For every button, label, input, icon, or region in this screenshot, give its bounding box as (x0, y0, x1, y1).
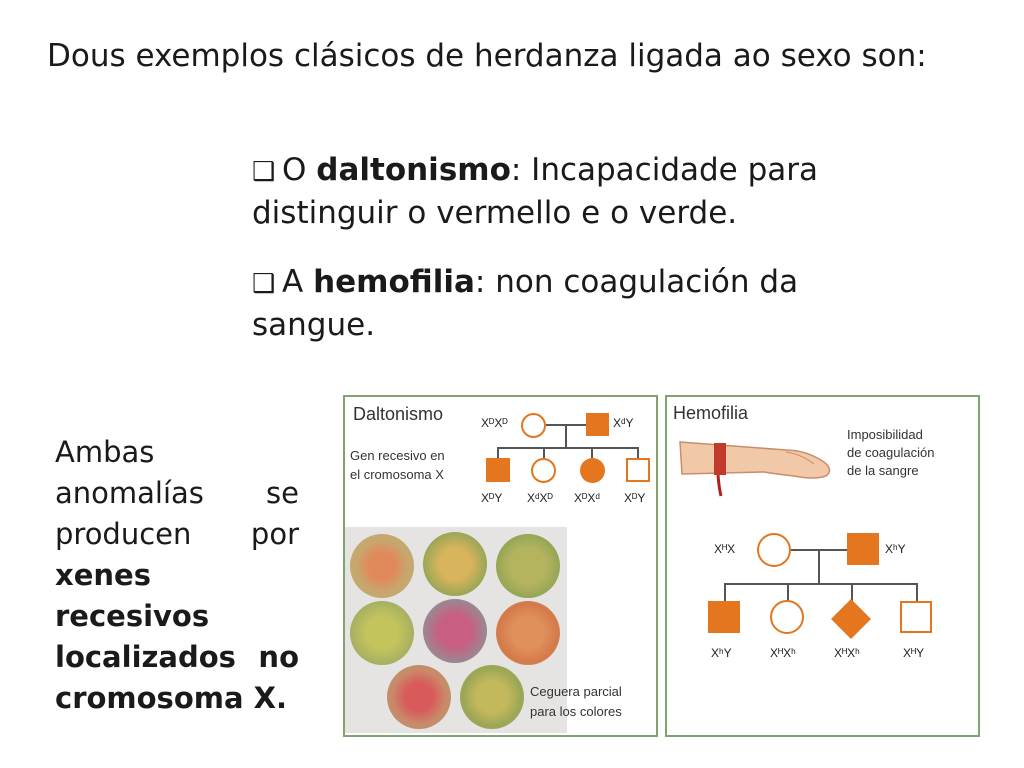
side-word: localizados (55, 640, 236, 674)
side-explanation (55, 432, 299, 719)
pedigree-label: XᴴXʰ (834, 646, 860, 660)
side-line: recesivos (55, 599, 210, 633)
checkbox-bullet-icon: ❑ (252, 157, 276, 187)
bullet-daltonismo (252, 150, 892, 234)
daltonismo-title: Daltonismo (353, 404, 444, 424)
hemofilia-note-3: de la sangre (847, 463, 919, 478)
pedigree-label: XᴰXᴰ (481, 416, 508, 430)
child-line (916, 583, 918, 601)
daltonismo-caption-2: para los colores (530, 704, 622, 719)
female-carrier-symbol (521, 413, 546, 438)
side-line (55, 473, 299, 514)
ishihara-plate (496, 534, 560, 598)
bullet-hemofilia (252, 262, 892, 346)
pedigree-label: XᴰY (624, 491, 646, 505)
side-word: por (250, 517, 299, 551)
affected-diamond-symbol (829, 597, 873, 641)
sibship-line (497, 447, 638, 449)
hemofilia-note-2: de coagulación (847, 445, 935, 460)
carrier-female-symbol (531, 458, 556, 483)
side-line (55, 514, 299, 555)
ishihara-plate (387, 665, 451, 729)
ishihara-plate (423, 532, 487, 596)
daltonismo-note-1: Gen recesivo en (350, 448, 445, 463)
descent-line (818, 550, 820, 583)
affected-male-symbol (486, 458, 510, 482)
child-line (543, 447, 545, 458)
pedigree-label: XʰY (711, 646, 732, 660)
pedigree-label: XᴴY (903, 646, 925, 660)
side-word: se (266, 476, 299, 510)
affected-male-symbol (847, 533, 879, 565)
pedigree-label: XᴴX (714, 542, 736, 556)
healthy-male-symbol (626, 458, 650, 482)
pedigree-label: XᴰY (481, 491, 503, 505)
child-line (787, 583, 789, 601)
intro-text: Dous exemplos clásicos de herdanza ligada ao sexo son: (47, 38, 927, 74)
affected-male-symbol (586, 413, 609, 436)
child-line (497, 447, 499, 458)
pedigree-label: XᵈXᴰ (527, 491, 553, 505)
pedigree-label: XᵈY (613, 416, 634, 430)
bullet-term: hemofilia (313, 264, 475, 300)
side-line: xenes (55, 558, 151, 592)
side-line: cromosoma X. (55, 681, 287, 715)
affected-male-symbol (708, 601, 740, 633)
bullet-rest: : non coagulación da sangue. (252, 264, 799, 343)
ishihara-plate (350, 534, 414, 598)
carrier-female-symbol (770, 600, 804, 634)
bullet-prefix: O (282, 152, 317, 188)
carrier-female-symbol (757, 533, 791, 567)
child-line (724, 583, 726, 601)
bullet-prefix: A (282, 264, 314, 300)
healthy-male-symbol (900, 601, 932, 633)
bullet-rest: : Incapacidade para distinguir o vermello e o verde. (252, 152, 819, 231)
side-word: anomalías (55, 476, 204, 510)
side-line (55, 637, 299, 678)
side-line: Ambas (55, 435, 155, 469)
ishihara-plate (423, 599, 487, 663)
pedigree-label: XᴰXᵈ (574, 491, 600, 505)
affected-female-symbol (580, 458, 605, 483)
bullet-term: daltonismo (316, 152, 511, 188)
child-line (591, 447, 593, 458)
sibship-line (724, 583, 917, 585)
bleeding-arm-illustration (676, 428, 836, 498)
pedigree-label: XᴴXʰ (770, 646, 796, 660)
ishihara-plate (350, 601, 414, 665)
descent-line (565, 425, 567, 447)
child-line (637, 447, 639, 458)
side-word: producen (55, 517, 192, 551)
side-word: no (258, 640, 299, 674)
checkbox-bullet-icon: ❑ (252, 269, 276, 299)
daltonismo-note-2: el cromosoma X (350, 467, 444, 482)
hemofilia-note-1: Imposibilidad (847, 427, 923, 442)
ishihara-plate (460, 665, 524, 729)
hemofilia-title: Hemofilia (673, 403, 749, 423)
pedigree-label: XʰY (885, 542, 906, 556)
ishihara-plate (496, 601, 560, 665)
daltonismo-caption-1: Ceguera parcial (530, 684, 622, 699)
